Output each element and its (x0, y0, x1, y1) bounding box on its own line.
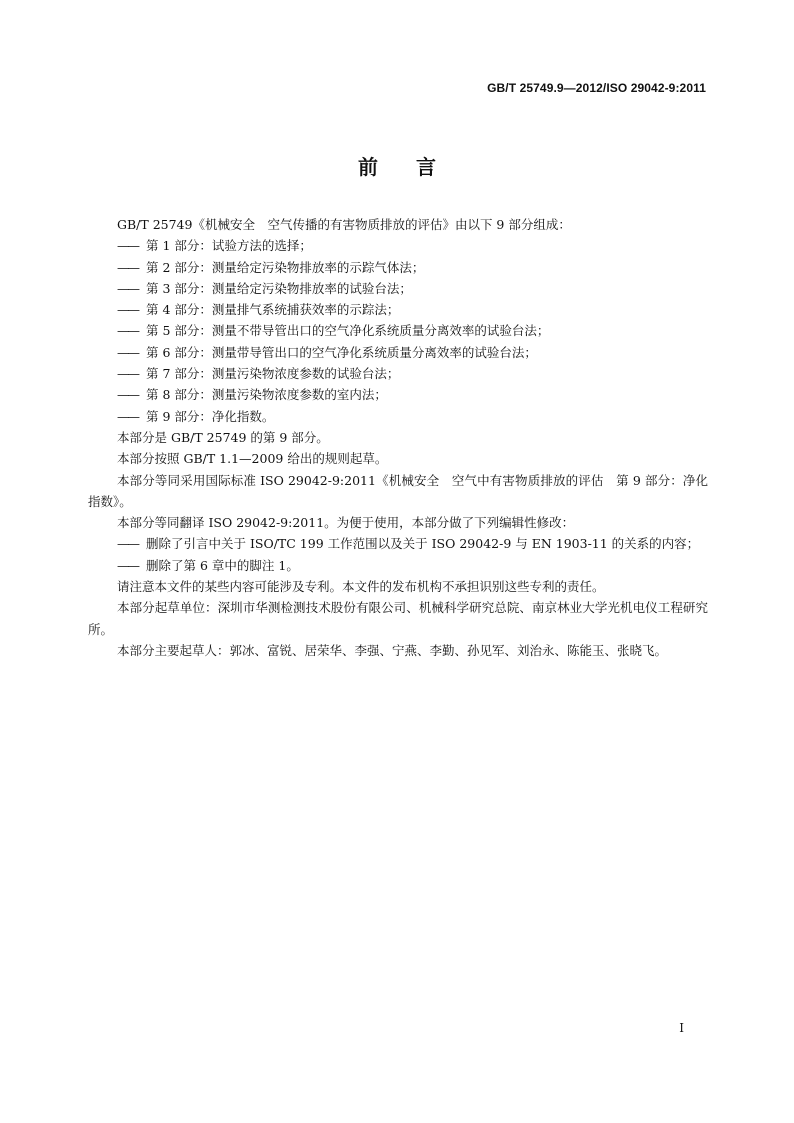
dash-mark: —— (117, 557, 138, 573)
dash-mark: —— (117, 259, 138, 275)
patent-notice: 请注意本文件的某些内容可能涉及专利。本文件的发布机构不承担识别这些专利的责任。 (117, 579, 605, 595)
title-char-1: 前 (358, 155, 378, 179)
dash-mark: —— (117, 536, 138, 552)
editorial-change-2: 删除了第 6 章中的脚注 1。 (146, 557, 299, 573)
drafting-rule-statement: 本部分按照 GB/T 1.1—2009 给出的规则起草。 (117, 451, 388, 467)
list-item (88, 363, 708, 384)
dash-mark: —— (117, 280, 138, 296)
page-title (0, 151, 794, 180)
part-4: 第 4 部分：测量排气系统捕获效率的示踪法； (146, 302, 400, 318)
dash-mark: —— (117, 323, 138, 339)
dash-mark: —— (117, 238, 138, 254)
part-2: 第 2 部分：测量给定污染物排放率的示踪气体法； (146, 259, 425, 275)
document-code: GB/T 25749.9—2012/ISO 29042-9:2011 (487, 81, 706, 95)
list-item (88, 278, 708, 299)
dash-mark: —— (117, 344, 138, 360)
dash-mark: —— (117, 302, 138, 318)
foreword-body (88, 214, 708, 661)
part-of-statement: 本部分是 GB/T 25749 的第 9 部分。 (117, 429, 329, 445)
part-8: 第 8 部分：测量污染物浓度参数的室内法； (146, 387, 387, 403)
dash-mark: —— (117, 366, 138, 382)
list-item (88, 555, 708, 576)
part-7: 第 7 部分：测量污染物浓度参数的试验台法； (146, 366, 400, 382)
dash-mark: —— (117, 387, 138, 403)
list-item (88, 257, 708, 278)
page-number: I (679, 1021, 684, 1035)
editorial-change-1: 删除了引言中关于 ISO/TC 199 工作范围以及关于 ISO 29042-9 与 EN 1903-11 的关系的内容； (146, 536, 700, 552)
list-item (88, 299, 708, 320)
part-6: 第 6 部分：测量带导管出口的空气净化系统质量分离效率的试验台法； (146, 344, 537, 360)
list-item (88, 320, 708, 341)
list-item (88, 384, 708, 405)
title-char-2: 言 (416, 155, 436, 179)
drafting-units: 本部分起草单位：深圳市华测检测技术股份有限公司、机械科学研究总院、南京林业大学光机电仪工程研究所。 (88, 600, 708, 637)
part-9: 第 9 部分：净化指数。 (146, 408, 275, 424)
translation-statement: 本部分等同翻译 ISO 29042-9:2011。为便于使用，本部分做了下列编辑性修改： (117, 515, 575, 531)
list-item (88, 235, 708, 256)
part-3: 第 3 部分：测量给定污染物排放率的试验台法； (146, 280, 412, 296)
list-item (88, 342, 708, 363)
dash-mark: —— (117, 408, 138, 424)
part-1: 第 1 部分：试验方法的选择； (146, 238, 312, 254)
drafters: 本部分主要起草人：郭冰、富锐、居荣华、李强、宁燕、李勤、孙见军、刘治永、陈能玉、张晓飞。 (117, 642, 668, 658)
list-item (88, 406, 708, 427)
part-5: 第 5 部分：测量不带导管出口的空气净化系统质量分离效率的试验台法； (146, 323, 550, 339)
equivalence-statement: 本部分等同采用国际标准 ISO 29042-9:2011《机械安全 空气中有害物质排放的评估 第 9 部分：净化指数》。 (88, 472, 708, 509)
intro-paragraph: GB/T 25749《机械安全 空气传播的有害物质排放的评估》由以下 9 部分组成： (117, 217, 571, 232)
list-item (88, 533, 708, 554)
